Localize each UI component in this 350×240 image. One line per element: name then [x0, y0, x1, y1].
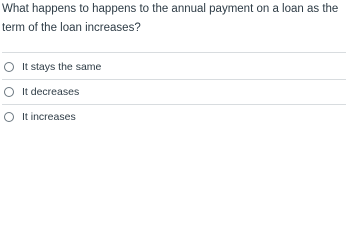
answer-label: It decreases — [22, 86, 80, 98]
answer-label: It stays the same — [22, 61, 102, 73]
radio-button-icon[interactable] — [4, 87, 14, 97]
answer-option-decreases[interactable] — [0, 80, 350, 104]
answer-label: It increases — [22, 111, 76, 123]
radio-button-icon[interactable] — [4, 62, 14, 72]
answer-list — [0, 52, 350, 129]
radio-button-icon[interactable] — [4, 112, 14, 122]
question-text: What happens to happens to the annual payment on a loan as the term of the loan increases? — [2, 3, 339, 34]
answer-option-increases[interactable] — [0, 105, 350, 129]
divider — [2, 52, 346, 53]
answer-option-stays-same[interactable] — [0, 55, 350, 79]
